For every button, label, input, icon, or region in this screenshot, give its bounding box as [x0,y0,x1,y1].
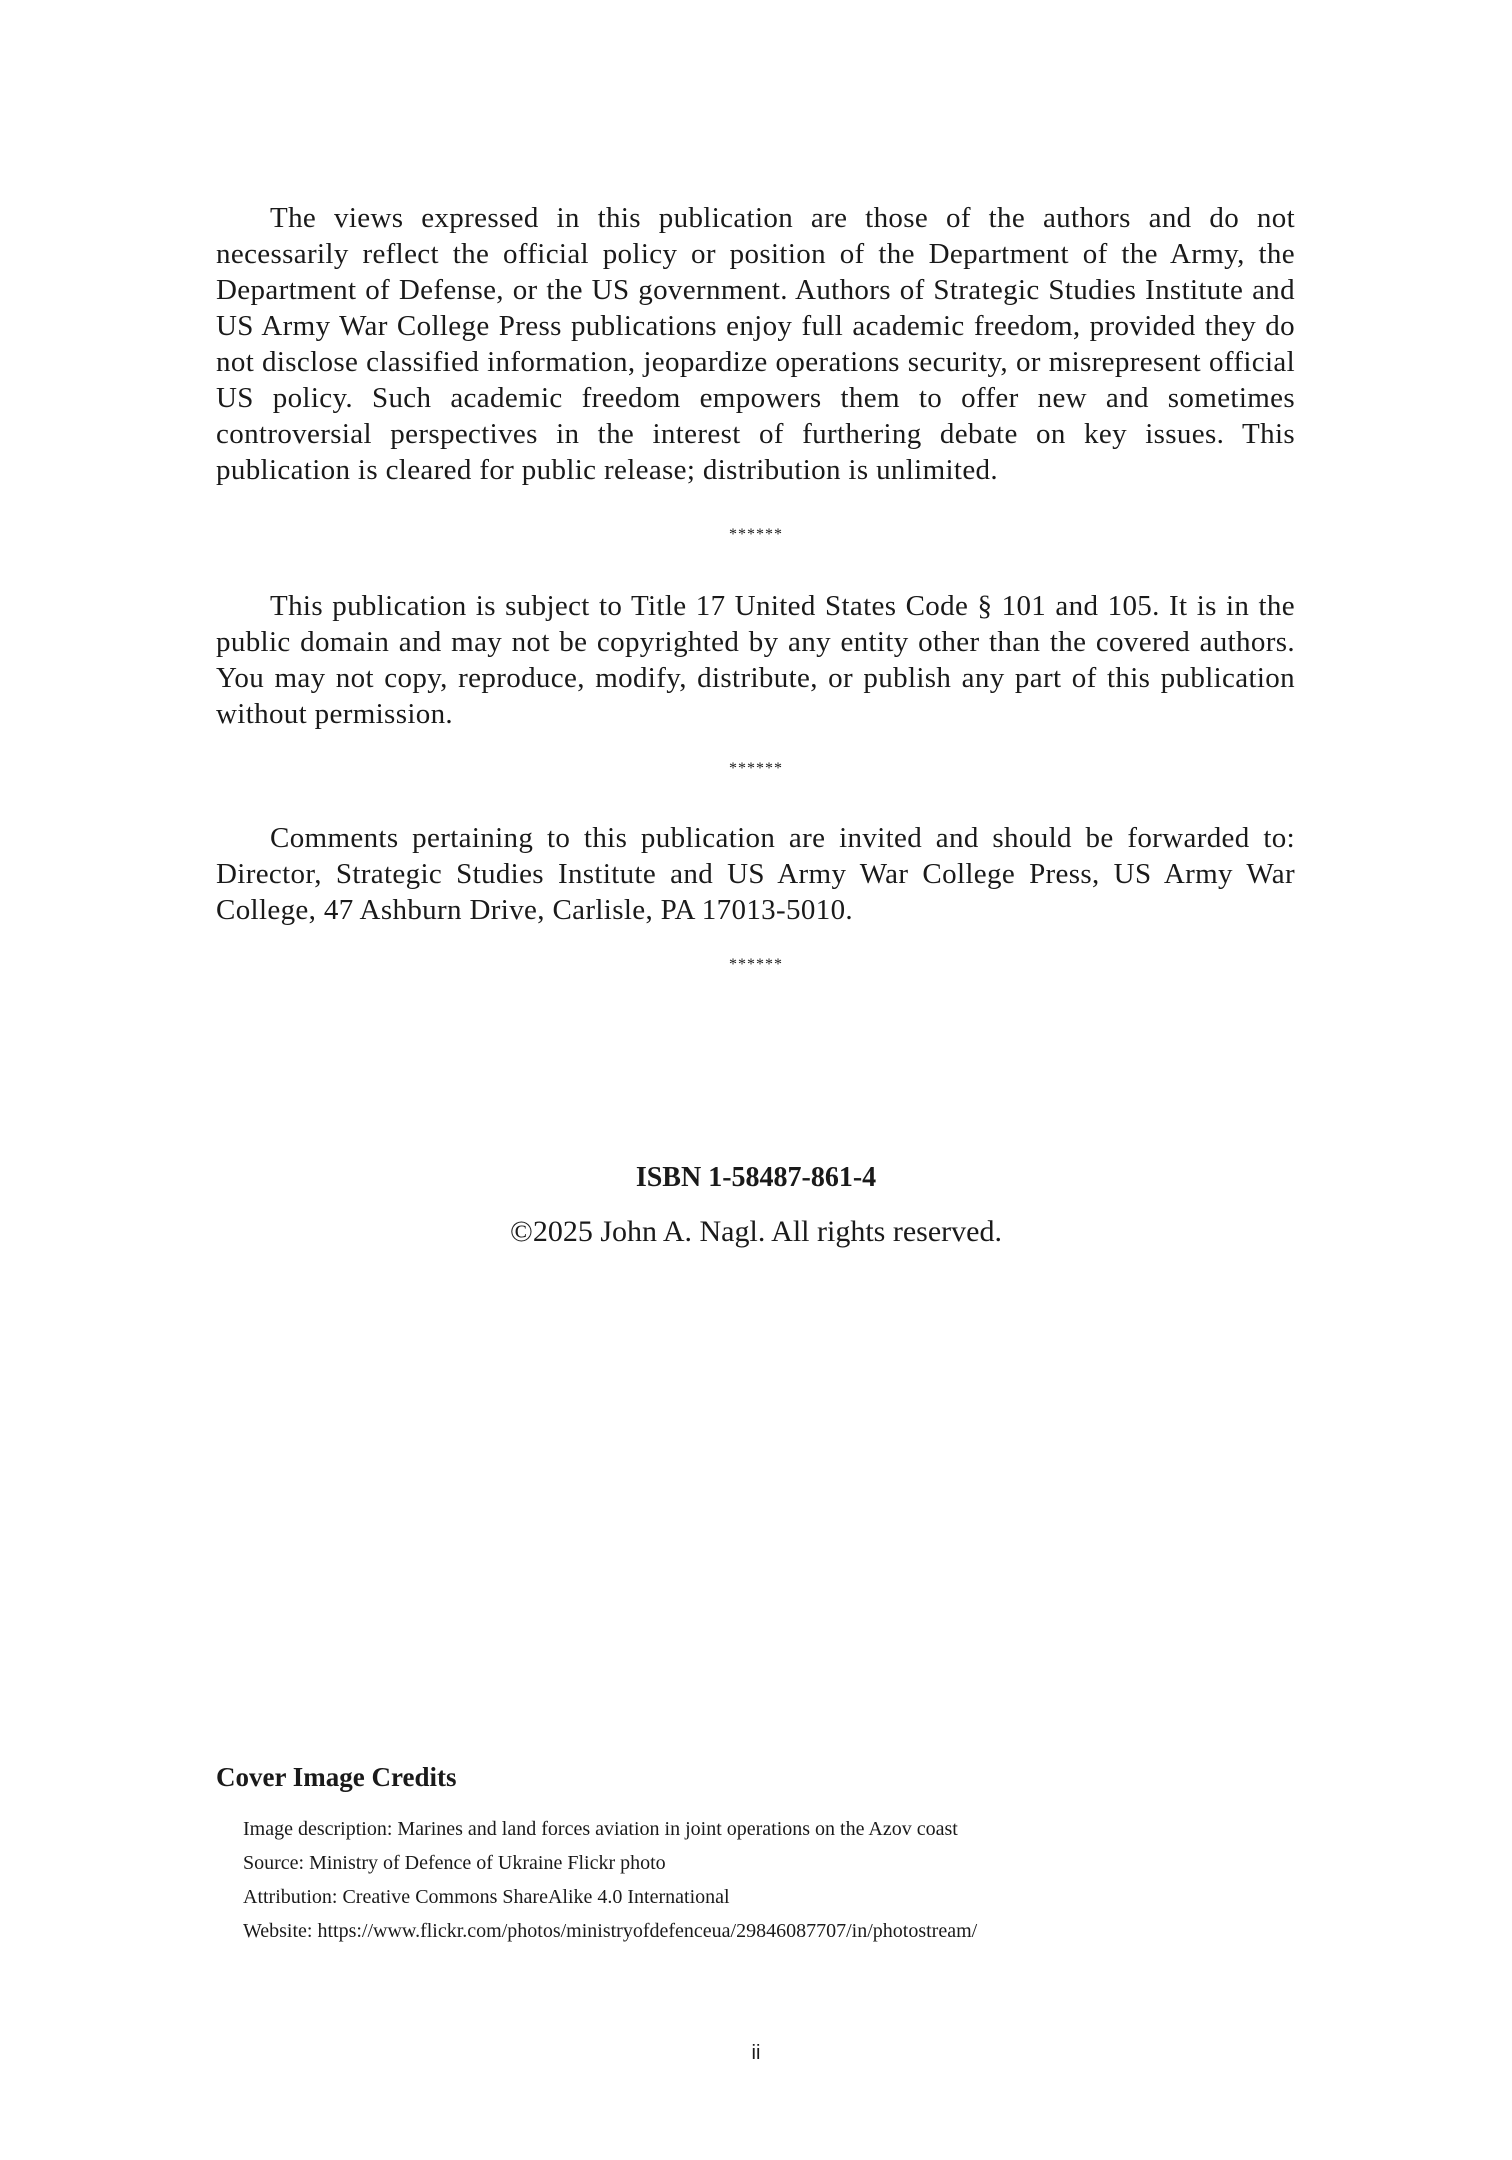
copyright-notice: ©2025 John A. Nagl. All rights reserved. [510,1215,1002,1248]
cover-credits-heading: Cover Image Credits [216,1762,457,1792]
disclaimer-paragraph: The views expressed in this publication are those of the authors and do not necessarily reflect the official policy or position of the Department of the Army, the Department of Defense, or the US government. Authors of Strategic Studies Institute and US Army War College Press publications enjoy full academic freedom, provided they do not disclose classified information, jeopardize operations security, or misrepresent official US policy. Such academic freedom empowers them to offer new and sometimes controversial perspectives in the interest of furthering debate on key issues. This publication is cleared for public release; distribution is unlimited. [216,202,1295,486]
copyright-law-paragraph: This publication is subject to Title 17 United States Code § 101 and 105. It is in the public domain and may not be copyrighted by any entity other than the covered authors. You may not copy, reproduce, modify, distribute, or publish any part of this publication without permission. [216,590,1295,730]
separator-3: ****** [729,956,783,973]
credit-image-description: Image description: Marines and land forces aviation in joint operations on the Azov coast [243,1818,958,1840]
comments-paragraph: Comments pertaining to this publication are invited and should be forwarded to: Director, Strategic Studies Institute and US Army War College Press, US Army War College, 47 Ashburn Drive, Carlisle, PA 17013-5010. [216,822,1295,926]
separator-1: ****** [729,526,783,543]
isbn: ISBN 1-58487-861-4 [635,1162,877,1193]
page-number: ii [751,2042,761,2064]
credit-source: Source: Ministry of Defence of Ukraine Flickr photo [243,1852,666,1874]
credit-website: Website: https://www.flickr.com/photos/ministryofdefenceua/29846087707/in/photostream/ [243,1920,978,1942]
separator-2: ****** [729,760,783,777]
credit-attribution: Attribution: Creative Commons ShareAlike 4.0 International [243,1886,730,1908]
